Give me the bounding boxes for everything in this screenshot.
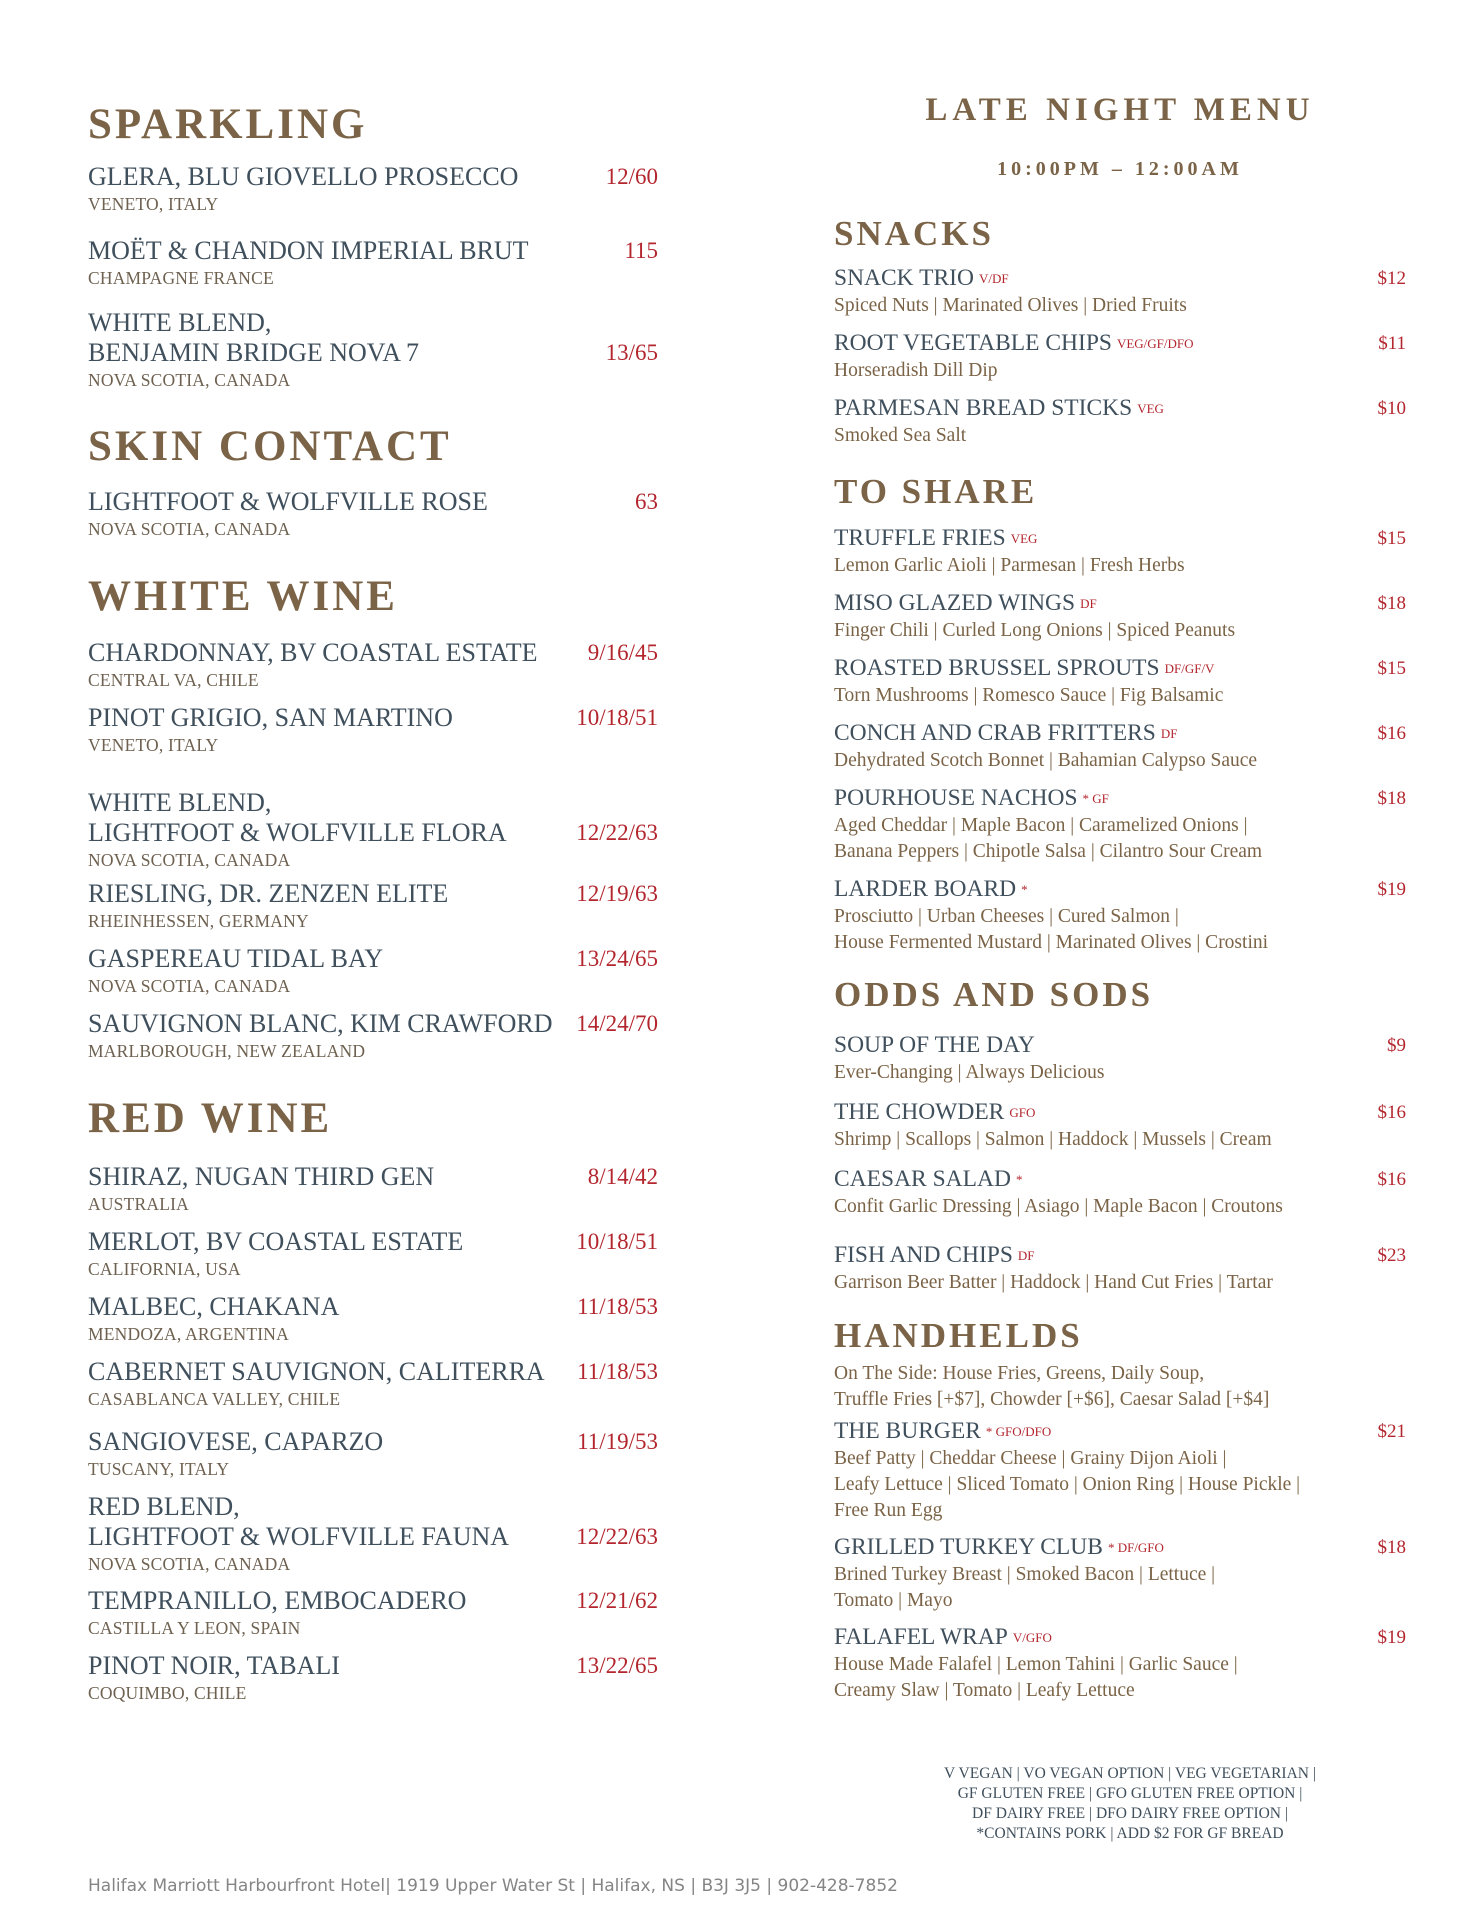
menu-item xyxy=(834,1624,1406,1703)
wine-origin: TUSCANY, ITALY xyxy=(88,1458,230,1479)
dish-name: THE BURGER xyxy=(834,1418,981,1444)
menu-item-price: $21 xyxy=(1377,1421,1406,1442)
wine-price: 13/65 xyxy=(605,340,658,365)
wine-origin: VENETO, ITALY xyxy=(88,734,219,755)
menu-item-description: Torn Mushrooms | Romesco Sauce | Fig Balsamic xyxy=(834,685,1224,707)
wine-origin: RHEINHESSEN, GERMANY xyxy=(88,910,309,931)
menu-item-description: Shrimp | Scallops | Salmon | Haddock | Mussels | Cream xyxy=(834,1129,1272,1151)
wine-item xyxy=(88,703,658,756)
wine-item xyxy=(88,638,658,691)
menu-item xyxy=(834,876,1406,955)
wine-origin: AUSTRALIA xyxy=(88,1193,189,1214)
menu-item xyxy=(834,1099,1406,1152)
menu-item-name xyxy=(834,1166,1406,1193)
menu-title: LATE NIGHT MENU xyxy=(925,92,1315,128)
dietary-tag: V/DF xyxy=(978,271,1009,286)
wine-price: 12/60 xyxy=(605,164,658,189)
wine-name: WHITE BLEND, xyxy=(88,788,272,817)
menu-item xyxy=(834,1534,1406,1613)
dietary-tag: * xyxy=(1021,882,1028,897)
wine-item xyxy=(88,162,658,215)
legend-line: V VEGAN | VO VEGAN OPTION | VEG VEGETARIAN | xyxy=(944,1765,1316,1782)
dietary-tag: * DF/GFO xyxy=(1107,1540,1164,1555)
wine-item xyxy=(88,236,658,289)
menu-item-name xyxy=(834,330,1406,357)
wine-price: 14/24/70 xyxy=(576,1011,658,1036)
dietary-tag: DF xyxy=(1160,726,1178,741)
menu-item-name xyxy=(834,1032,1406,1059)
menu-item-description: Horseradish Dill Dip xyxy=(834,360,998,382)
menu-item-description: Leafy Lettuce | Sliced Tomato | Onion Ring | House Pickle | xyxy=(834,1474,1301,1496)
menu-item-description: Banana Peppers | Chipotle Salsa | Cilantro Sour Cream xyxy=(834,841,1263,863)
menu-item-price: $18 xyxy=(1377,788,1406,809)
menu-item-description: House Made Falafel | Lemon Tahini | Garlic Sauce | xyxy=(834,1654,1238,1676)
wine-origin: VENETO, ITALY xyxy=(88,193,219,214)
wine-name: CABERNET SAUVIGNON, CALITERRA xyxy=(88,1357,545,1386)
wine-item xyxy=(88,1357,658,1410)
menu-item-description: Ever-Changing | Always Delicious xyxy=(834,1062,1105,1084)
dietary-tag: VEG/GF/DFO xyxy=(1116,336,1194,351)
menu-item-description: Confit Garlic Dressing | Asiago | Maple Bacon | Croutons xyxy=(834,1196,1283,1218)
wine-name: CHARDONNAY, BV COASTAL ESTATE xyxy=(88,638,538,667)
wine-item xyxy=(88,487,658,540)
wine-item xyxy=(88,1586,658,1639)
wine-origin: COQUIMBO, CHILE xyxy=(88,1682,247,1703)
menu-item-name xyxy=(834,590,1406,617)
menu-item-price: $19 xyxy=(1377,879,1406,900)
menu-item-name xyxy=(834,1534,1406,1561)
menu-item xyxy=(834,1166,1406,1219)
wine-origin: CASABLANCA VALLEY, CHILE xyxy=(88,1388,341,1409)
section-heading-skin-contact: SKIN CONTACT xyxy=(88,423,452,470)
wine-name: SHIRAZ, NUGAN THIRD GEN xyxy=(88,1162,435,1191)
dietary-tag: DF xyxy=(1017,1248,1035,1263)
menu-item-price: $23 xyxy=(1377,1245,1406,1266)
wine-item xyxy=(88,1292,658,1345)
menu-item-name xyxy=(834,720,1406,747)
wine-name: WHITE BLEND, xyxy=(88,308,272,337)
dietary-tag: DF/GF/V xyxy=(1164,661,1215,676)
menu-item-description: Beef Patty | Cheddar Cheese | Grainy Dijon Aioli | xyxy=(834,1448,1227,1470)
wine-price: 12/22/63 xyxy=(576,1524,658,1549)
menu-hours: 10:00PM – 12:00AM xyxy=(997,158,1243,180)
wine-origin: MARLBOROUGH, NEW ZEALAND xyxy=(88,1040,366,1061)
menu-item-name xyxy=(834,1418,1406,1445)
menu-item-description: Tomato | Mayo xyxy=(834,1590,953,1612)
wine-item xyxy=(88,788,658,871)
dish-name: ROOT VEGETABLE CHIPS xyxy=(834,330,1112,356)
wine-origin: NOVA SCOTIA, CANADA xyxy=(88,1553,291,1574)
dish-name: FISH AND CHIPS xyxy=(834,1242,1013,1268)
menu-item-description: Aged Cheddar | Maple Bacon | Caramelized Onions | xyxy=(834,815,1248,837)
menu-item-name xyxy=(834,1624,1406,1651)
dietary-tag: VEG xyxy=(1137,401,1164,416)
menu-item-name xyxy=(834,395,1406,422)
dietary-tag: * GF xyxy=(1082,791,1109,806)
wine-price: 11/18/53 xyxy=(577,1294,658,1319)
menu-item-price: $15 xyxy=(1377,658,1406,679)
wine-origin: CASTILLA Y LEON, SPAIN xyxy=(88,1617,301,1638)
menu-item-description: Smoked Sea Salt xyxy=(834,425,967,447)
menu-item-name xyxy=(834,1099,1406,1126)
wine-name: PINOT NOIR, TABALI xyxy=(88,1651,340,1680)
wine-item xyxy=(88,308,658,391)
hotel-address-footer: Halifax Marriott Harbourfront Hotel| 1919 Upper Water St | Halifax, NS | B3J 3J5 | 902-428-7852 xyxy=(88,1876,898,1896)
wine-origin: MENDOZA, ARGENTINA xyxy=(88,1323,289,1344)
menu-item-name xyxy=(834,655,1406,682)
menu-item xyxy=(834,655,1406,708)
section-heading-to-share: TO SHARE xyxy=(834,472,1038,511)
menu-item-description: House Fermented Mustard | Marinated Olives | Crostini xyxy=(834,932,1269,954)
dish-name: SOUP OF THE DAY xyxy=(834,1032,1035,1058)
menu-item-name xyxy=(834,525,1406,552)
wine-item xyxy=(88,1162,658,1215)
menu-item-description: Prosciutto | Urban Cheeses | Cured Salmon | xyxy=(834,906,1179,928)
wine-price: 9/16/45 xyxy=(587,640,658,665)
section-heading-sparkling: SPARKLING xyxy=(88,101,368,148)
menu-item xyxy=(834,525,1406,578)
menu-item-description: Free Run Egg xyxy=(834,1500,943,1522)
wine-price: 63 xyxy=(635,489,658,514)
wine-origin: NOVA SCOTIA, CANADA xyxy=(88,849,291,870)
dietary-tag: * xyxy=(1015,1172,1023,1187)
menu-item-description: Lemon Garlic Aioli | Parmesan | Fresh Herbs xyxy=(834,555,1185,577)
wine-price: 12/19/63 xyxy=(576,881,658,906)
legend-line: DF DAIRY FREE | DFO DAIRY FREE OPTION | xyxy=(972,1805,1288,1822)
wine-origin: CENTRAL VA, CHILE xyxy=(88,669,259,690)
menu-item-price: $18 xyxy=(1377,1537,1406,1558)
menu-item-name xyxy=(834,876,1406,903)
menu-item xyxy=(834,1418,1406,1523)
dietary-tag: V/GFO xyxy=(1012,1630,1052,1645)
legend-line: GF GLUTEN FREE | GFO GLUTEN FREE OPTION | xyxy=(957,1785,1303,1802)
wine-name: GASPEREAU TIDAL BAY xyxy=(88,944,384,973)
wine-name: LIGHTFOOT & WOLFVILLE FLORA xyxy=(88,817,507,847)
wine-item xyxy=(88,1492,658,1575)
wine-origin: CHAMPAGNE FRANCE xyxy=(88,267,274,288)
wine-name: BENJAMIN BRIDGE NOVA 7 xyxy=(88,337,420,367)
wine-name: PINOT GRIGIO, SAN MARTINO xyxy=(88,703,453,732)
menu-item xyxy=(834,720,1406,773)
section-heading-red-wine: RED WINE xyxy=(88,1095,333,1142)
wine-item xyxy=(88,1227,658,1280)
wine-item xyxy=(88,879,658,932)
wine-name: MALBEC, CHAKANA xyxy=(88,1292,340,1321)
dietary-tag: * GFO/DFO xyxy=(985,1424,1052,1439)
menu-item-price: $16 xyxy=(1377,723,1406,744)
side-options-line: On The Side: House Fries, Greens, Daily Soup, xyxy=(834,1363,1205,1384)
wine-name: SAUVIGNON BLANC, KIM CRAWFORD xyxy=(88,1009,553,1038)
legend-line: *CONTAINS PORK | ADD $2 FOR GF BREAD xyxy=(976,1825,1284,1842)
menu-item-price: $9 xyxy=(1387,1035,1406,1056)
menu-item xyxy=(834,395,1406,448)
menu-item-price: $16 xyxy=(1377,1169,1406,1190)
menu-item-description: Spiced Nuts | Marinated Olives | Dried Fruits xyxy=(834,295,1187,317)
dish-name: ROASTED BRUSSEL SPROUTS xyxy=(834,655,1160,681)
wine-name: LIGHTFOOT & WOLFVILLE FAUNA xyxy=(88,1521,510,1551)
dish-name: TRUFFLE FRIES xyxy=(834,525,1006,551)
wine-name: RED BLEND, xyxy=(88,1492,240,1521)
menu-item-description: Finger Chili | Curled Long Onions | Spiced Peanuts xyxy=(834,620,1236,642)
wine-origin: CALIFORNIA, USA xyxy=(88,1258,241,1279)
menu-item-price: $11 xyxy=(1378,333,1406,354)
dietary-tag: VEG xyxy=(1010,531,1038,546)
dish-name: CAESAR SALAD xyxy=(834,1166,1011,1192)
wine-name: RIESLING, DR. ZENZEN ELITE xyxy=(88,879,449,908)
wine-origin: NOVA SCOTIA, CANADA xyxy=(88,369,291,390)
section-heading-snacks: SNACKS xyxy=(834,214,994,253)
menu-item-name xyxy=(834,1242,1406,1269)
dietary-tag: GFO xyxy=(1009,1105,1036,1120)
wine-name: SANGIOVESE, CAPARZO xyxy=(88,1427,384,1456)
menu-item-price: $18 xyxy=(1377,593,1406,614)
dish-name: THE CHOWDER xyxy=(834,1099,1005,1125)
wine-name: TEMPRANILLO, EMBOCADERO xyxy=(88,1586,467,1615)
menu-item-price: $16 xyxy=(1377,1102,1406,1123)
menu-item xyxy=(834,785,1406,864)
dish-name: LARDER BOARD xyxy=(834,876,1017,902)
menu-item-price: $12 xyxy=(1377,268,1406,289)
menu-item-price: $15 xyxy=(1377,528,1406,549)
dish-name: SNACK TRIO xyxy=(834,265,974,291)
dish-name: POURHOUSE NACHOS xyxy=(834,785,1078,811)
wine-item xyxy=(88,944,658,997)
menu-item-name xyxy=(834,785,1406,812)
wine-price: 11/18/53 xyxy=(577,1359,658,1384)
menu-item-name xyxy=(834,265,1406,292)
menu-item xyxy=(834,265,1406,318)
side-options-line: Truffle Fries [+$7], Chowder [+$6], Caesar Salad [+$4] xyxy=(834,1389,1270,1410)
wine-price: 115 xyxy=(624,238,658,263)
section-heading-odds-and-sods: ODDS AND SODS xyxy=(834,975,1154,1014)
dish-name: PARMESAN BREAD STICKS xyxy=(834,395,1133,421)
dish-name: MISO GLAZED WINGS xyxy=(834,590,1076,616)
menu-item-description: Brined Turkey Breast | Smoked Bacon | Lettuce | xyxy=(834,1564,1216,1586)
menu-item-description: Garrison Beer Batter | Haddock | Hand Cut Fries | Tartar xyxy=(834,1272,1273,1294)
wine-name: GLERA, BLU GIOVELLO PROSECCO xyxy=(88,162,519,191)
wine-price: 13/22/65 xyxy=(576,1653,658,1678)
wine-origin: NOVA SCOTIA, CANADA xyxy=(88,975,291,996)
menu-item xyxy=(834,1242,1406,1295)
wine-name: LIGHTFOOT & WOLFVILLE ROSE xyxy=(88,487,488,516)
dish-name: CONCH AND CRAB FRITTERS xyxy=(834,720,1156,746)
section-heading-handhelds: HANDHELDS xyxy=(834,1316,1083,1355)
menu-item-description: Dehydrated Scotch Bonnet | Bahamian Calypso Sauce xyxy=(834,750,1258,772)
wine-price: 11/19/53 xyxy=(577,1429,658,1454)
wine-name: MERLOT, BV COASTAL ESTATE xyxy=(88,1227,464,1256)
menu-item-price: $19 xyxy=(1377,1627,1406,1648)
menu-item xyxy=(834,330,1406,383)
wine-item xyxy=(88,1009,658,1062)
wine-item xyxy=(88,1427,658,1480)
wine-name: MOËT & CHANDON IMPERIAL BRUT xyxy=(88,236,529,265)
wine-origin: NOVA SCOTIA, CANADA xyxy=(88,518,291,539)
dish-name: GRILLED TURKEY CLUB xyxy=(834,1534,1103,1560)
wine-price: 12/21/62 xyxy=(576,1588,658,1613)
wine-price: 13/24/65 xyxy=(576,946,658,971)
wine-item xyxy=(88,1651,658,1704)
section-heading-white-wine: WHITE WINE xyxy=(88,573,398,620)
menu-item xyxy=(834,1032,1406,1085)
dietary-tag: DF xyxy=(1080,596,1097,611)
side-options-note xyxy=(834,1360,1406,1412)
menu-item-price: $10 xyxy=(1377,398,1406,419)
wine-price: 8/14/42 xyxy=(587,1164,658,1189)
wine-price: 10/18/51 xyxy=(576,1229,658,1254)
wine-price: 12/22/63 xyxy=(576,820,658,845)
dietary-legend xyxy=(834,1764,1426,1844)
menu-item xyxy=(834,590,1406,643)
wine-price: 10/18/51 xyxy=(576,705,658,730)
menu-item-description: Creamy Slaw | Tomato | Leafy Lettuce xyxy=(834,1680,1135,1702)
dish-name: FALAFEL WRAP xyxy=(834,1624,1008,1650)
